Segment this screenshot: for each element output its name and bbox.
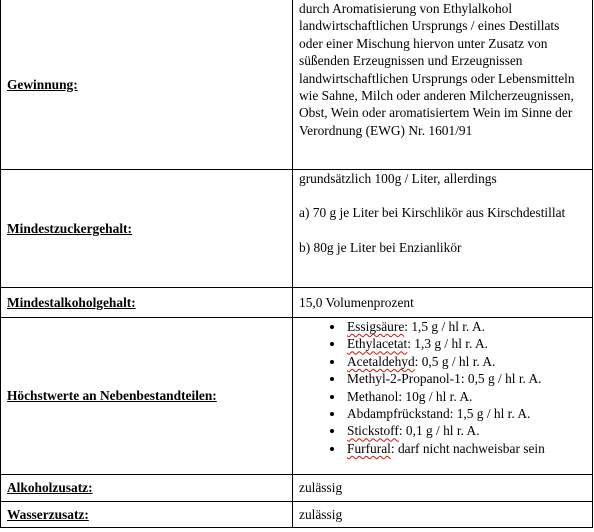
table-row-mindestzuckergehalt <box>1 170 593 288</box>
item-name: Abdampfrückstand <box>347 406 450 422</box>
item-value: : 0,5 g / hl r. A. <box>414 353 496 369</box>
list-item <box>345 335 586 352</box>
spacer <box>299 222 586 239</box>
table-row-wasserzusatz <box>1 502 593 528</box>
table-row-gewinnung <box>1 0 593 170</box>
item-value: : 0,5 g / hl r. A. <box>460 371 542 387</box>
list-item <box>345 440 586 457</box>
mindestzucker-line-3: b) 80g je Liter bei Enzianlikör <box>299 239 462 255</box>
mindestzucker-line-1: grundsätzlich 100g / Liter, allerdings <box>299 171 497 186</box>
label-gewinnung: Gewinnung: <box>1 0 293 170</box>
spacer <box>299 187 586 204</box>
item-name: Acetaldehyd <box>347 353 415 369</box>
table-row-alkoholzusatz <box>1 475 593 502</box>
item-name: Stickstoff <box>347 423 399 439</box>
item-name: Furfural <box>347 440 391 456</box>
label-wasserzusatz: Wasserzusatz: <box>1 502 293 528</box>
item-value: : 1,5 g / hl r. A. <box>404 319 486 334</box>
value-hoechstwerte <box>293 318 593 475</box>
item-value: : 1,5 g / hl r. A. <box>449 406 531 422</box>
item-value: : 10g / hl r. A. <box>398 388 473 404</box>
list-item <box>345 370 586 387</box>
item-name: Methyl-2-Propanol-1 <box>347 371 461 387</box>
item-name: Essigsäure <box>347 319 405 334</box>
item-value: : darf nicht nachweisbar sein <box>390 440 545 456</box>
table-row-mindestalkoholgehalt <box>1 288 593 318</box>
value-gewinnung: durch Aromatisierung von Ethylalkohol landwirtschaftlichen Ursprungs / eines Destillats oder einer Mischung hiervon unter Zusatz von süßenden Erzeugnissen und Erzeugnissen landwirtschaftlichen Ursprungs oder Lebensmitteln wie Sahne, Milch oder anderen Milcherzeugnissen, Obst, Wein oder aromatisiertem Wein im Sinne der Verordnung (EWG) Nr. 1601/91 <box>293 0 593 170</box>
label-alkoholzusatz: Alkoholzusatz: <box>1 475 293 502</box>
label-mindestalkoholgehalt: Mindestalkoholgehalt: <box>1 288 293 318</box>
list-item <box>345 422 586 439</box>
table-row-hoechstwerte <box>1 318 593 475</box>
value-mindestzuckergehalt <box>293 170 593 288</box>
mindestzucker-line-2: a) 70 g je Liter bei Kirschlikör aus Kirschdestillat <box>299 205 566 221</box>
value-mindestalkoholgehalt: 15,0 Volumenprozent <box>293 288 593 318</box>
list-item <box>345 353 586 370</box>
item-name: Methanol <box>347 388 399 404</box>
list-item <box>345 388 586 405</box>
item-value: : 0,1 g / hl r. A. <box>398 423 480 439</box>
label-hoechstwerte: Höchstwerte an Nebenbestandteilen: <box>1 318 293 475</box>
list-item <box>345 318 586 335</box>
list-item <box>345 405 586 422</box>
label-mindestzuckergehalt: Mindestzuckergehalt: <box>1 170 293 288</box>
value-alkoholzusatz: zulässig <box>293 475 593 502</box>
item-value: : 1,3 g / hl r. A. <box>407 336 488 352</box>
item-name: Ethylacetat <box>347 336 408 352</box>
value-wasserzusatz: zulässig <box>293 502 593 528</box>
nebenbestandteile-list <box>299 318 586 457</box>
